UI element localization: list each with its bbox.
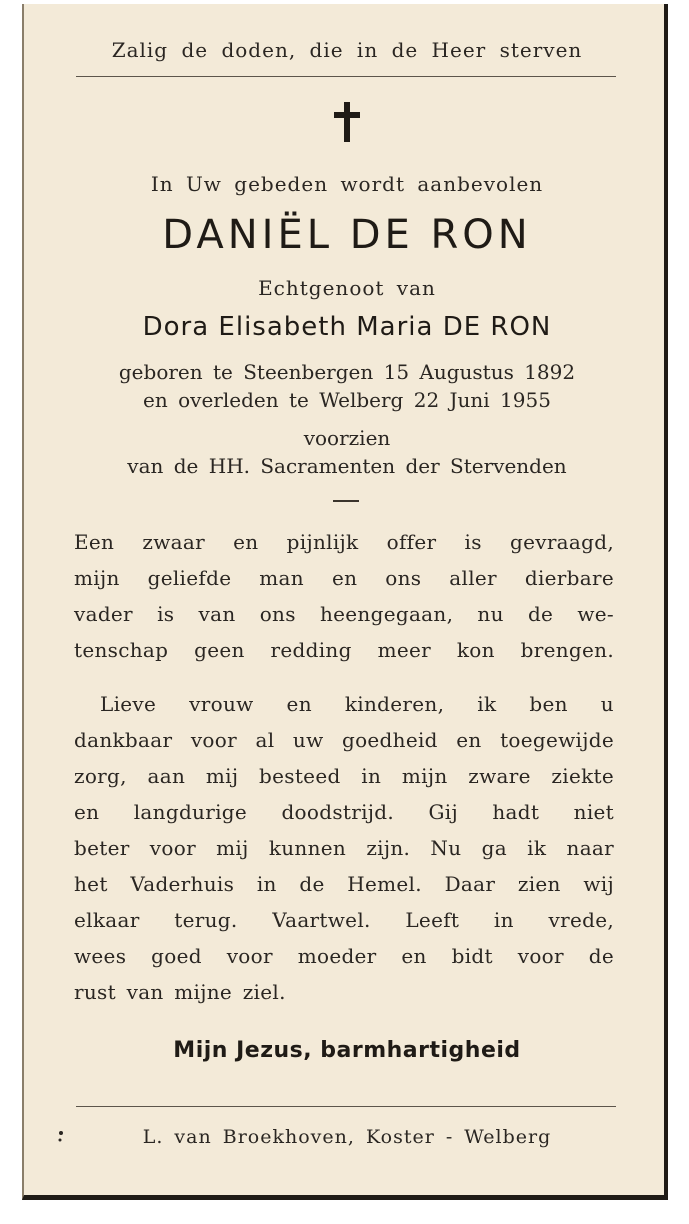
cross-icon	[332, 102, 362, 142]
section-separator	[333, 500, 359, 502]
paragraph-1-line: mijn geliefde man en ons aller dierbare	[74, 566, 614, 590]
paragraph-1-line: vader is van ons heengegaan, nu de we-	[74, 602, 614, 626]
paragraph-2-line: zorg, aan mij besteed in mijn zware ziekte	[74, 764, 614, 788]
provided-line: voorzien	[303, 426, 391, 450]
spouse-intro: Echtgenoot van	[258, 276, 436, 300]
paragraph-1-line: tenschap geen redding meer kon brengen.	[74, 638, 614, 662]
paragraph-2-line: en langdurige doodstrijd. Gij hadt niet	[74, 800, 614, 824]
paragraph-2-line: elkaar terug. Vaartwel. Leeft in vrede,	[74, 908, 614, 932]
paragraph-2-line: het Vaderhuis in de Hemel. Daar zien wij	[74, 872, 614, 896]
paragraph-1-line: Een zwaar en pijnlijk offer is gevraagd,	[74, 530, 614, 554]
recommendation-text: In Uw gebeden wordt aanbevolen	[150, 172, 544, 196]
paragraph-2-line: wees goed voor moeder en bidt voor de	[74, 944, 614, 968]
memorial-card	[22, 4, 668, 1200]
deceased-name: DANIËL DE RON	[162, 212, 532, 258]
birth-line: geboren te Steenbergen 15 Augustus 1892	[118, 360, 576, 384]
paragraph-2-line: Lieve vrouw en kinderen, ik ben u	[100, 692, 614, 716]
printer-credit: L. van Broekhoven, Koster - Welberg	[142, 1126, 552, 1148]
header-divider	[76, 76, 616, 77]
death-line: en overleden te Welberg 22 Juni 1955	[143, 388, 551, 412]
spouse-name: Dora Elisabeth Maria DE RON	[142, 312, 552, 342]
header-text: Zalig de doden, die in de Heer sterven	[111, 38, 583, 62]
closing-prayer: Mijn Jezus, barmhartigheid	[173, 1038, 521, 1063]
footer-divider	[76, 1106, 616, 1107]
paragraph-2-line: beter voor mij kunnen zijn. Nu ga ik naar	[74, 836, 614, 860]
paragraph-2-line: dankbaar voor al uw goedheid en toegewijde	[74, 728, 614, 752]
paragraph-2-line: rust van mijne ziel.	[74, 980, 286, 1004]
sacraments-line: van de HH. Sacramenten der Stervenden	[127, 454, 567, 478]
